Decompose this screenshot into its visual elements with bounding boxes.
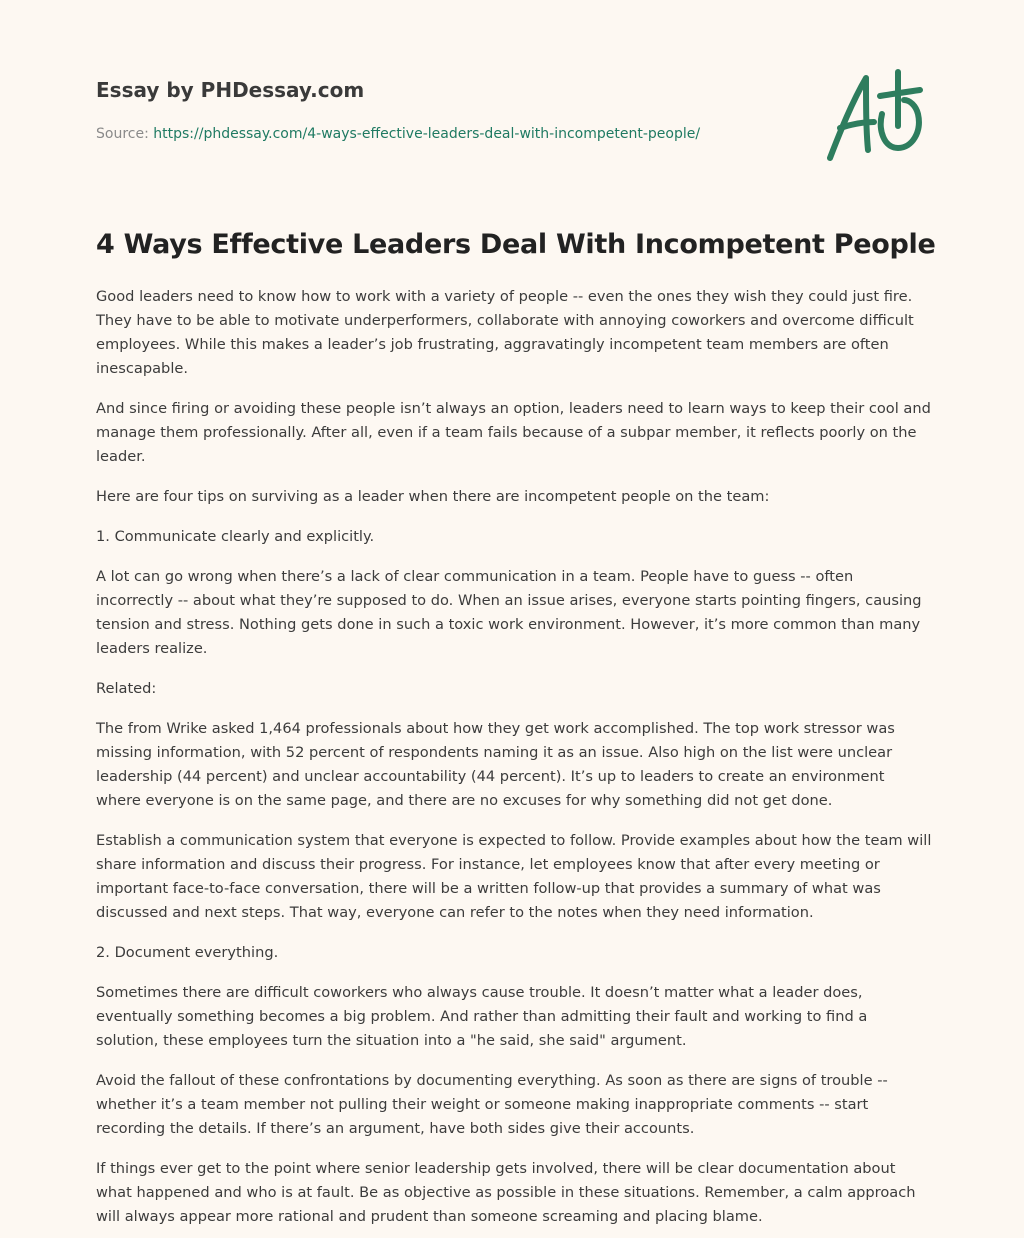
paragraph: Good leaders need to know how to work with a variety of people -- even the ones they wish they could just fire. They have to be able to motivate underperformers, collaborate with annoying coworkers and overcome difficult employees. While this makes a leader’s job frustrating, aggravatingly incompetent team members are often inescapable. [96, 288, 914, 377]
paragraph: Establish a communication system that everyone is expected to follow. Provide examples about how the team will share information and discuss their progress. For instance, let employees know that after every meeting or important face-to-face conversation, there will be a written follow-up that provides a summary of what was discussed and next steps. That way, everyone can refer to the notes when they need information. [96, 832, 932, 921]
header [96, 76, 796, 144]
paragraph: The from Wrike asked 1,464 professionals about how they get work accomplished. The top work stressor was missing information, with 52 percent of respondents naming it as an issue. Also high on the list were unclear leadership (44 percent) and unclear accountability (44 percent). It’s up to leaders to create an environment where everyone is on the same page, and there are no excuses for why something did not get done. [96, 720, 895, 809]
paragraph: And since firing or avoiding these people isn’t always an option, leaders need to learn ways to keep their cool and manage them professionally. After all, even if a team fails because of a subpar member, it reflects poorly on the leader. [96, 400, 931, 465]
paragraph: Here are four tips on surviving as a leader when there are incompetent people on the team: [96, 488, 770, 505]
site-brand: Essay by PHDessay.com [96, 78, 365, 102]
a-plus-logo [822, 66, 928, 164]
paragraph: If things ever get to the point where senior leadership gets involved, there will be clear documentation about what happened and who is at fault. Be as objective as possible in these situations. Remember, a calm approach will always appear more rational and prudent than someone screaming and placing blame. [96, 1160, 916, 1225]
paragraph: Sometimes there are difficult coworkers who always cause trouble. It doesn’t matter what a leader does, eventually something becomes a big problem. And rather than admitting their fault and working to find a solution, these employees turn the situation into a "he said, she said" argument. [96, 984, 868, 1049]
section-heading: 2. Document everything. [96, 944, 279, 961]
section-heading: 1. Communicate clearly and explicitly. [96, 528, 375, 545]
paragraph: A lot can go wrong when there’s a lack of clear communication in a team. People have to guess -- often incorrectly -- about what they’re supposed to do. When an issue arises, everyone starts pointing fingers, causing tension and stress. Nothing gets done in such a toxic work environment. However, it’s more common than many leaders realize. [96, 568, 922, 657]
article-title: 4 Ways Effective Leaders Deal With Incompetent People [96, 229, 936, 260]
related-label: Related: [96, 680, 157, 697]
article-body [96, 285, 932, 1238]
source-link[interactable]: https://phdessay.com/4-ways-effective-leaders-deal-with-incompetent-people/ [153, 126, 701, 142]
paragraph: Avoid the fallout of these confrontations by documenting everything. As soon as there are signs of trouble -- whether it’s a team member not pulling their weight or someone making inappropriate comments -- start recording the details. If there’s an argument, have both sides give their accounts. [96, 1072, 888, 1137]
source-label: Source: [96, 126, 154, 142]
source-line [96, 124, 796, 144]
